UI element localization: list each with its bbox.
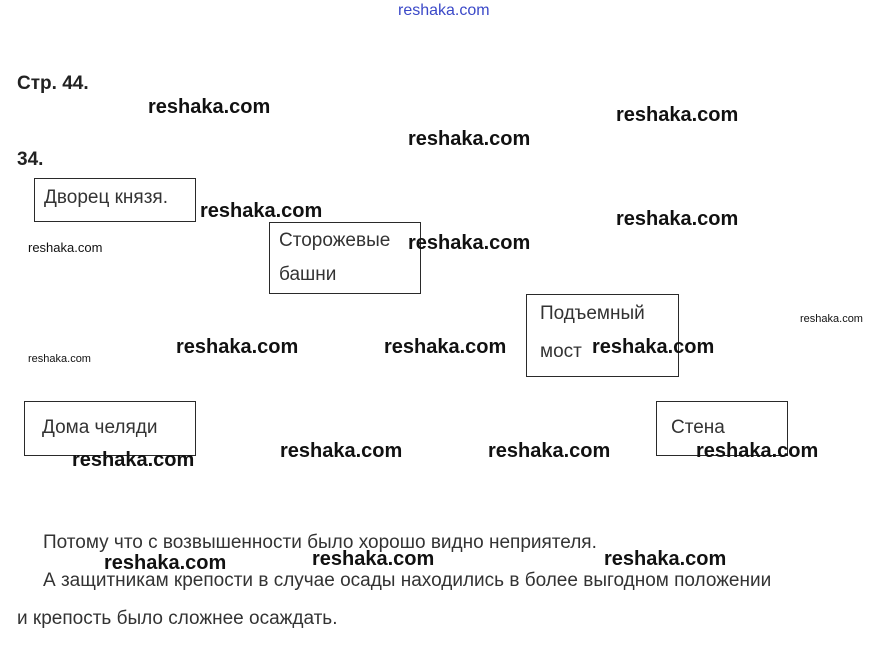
watermark: reshaka.com [72, 449, 195, 471]
watermark: reshaka.com [312, 548, 435, 570]
answer-line-1: Потому что с возвышенности было хорошо видно неприятеля. [43, 532, 597, 553]
site-link[interactable]: reshaka.com [398, 2, 490, 19]
answer-line-2: А защитникам крепости в случае осады находились в более выгодном положении [43, 570, 772, 591]
watermark: reshaka.com [616, 104, 739, 126]
page-label: Стр. 44. [17, 73, 89, 94]
watermark: reshaka.com [28, 353, 91, 365]
box-bridge-line1: Подъемный [540, 303, 645, 324]
watermark: reshaka.com [616, 208, 739, 230]
box-bridge-line2: мост [540, 341, 582, 362]
watermark: reshaka.com [488, 440, 611, 462]
task-number: 34. [17, 149, 44, 170]
watermark: reshaka.com [28, 240, 103, 255]
box-servants [24, 401, 196, 456]
box-palace-label: Дворец князя. [44, 187, 168, 208]
box-wall-label: Стена [671, 417, 725, 438]
watermark: reshaka.com [384, 336, 507, 358]
watermark: reshaka.com [280, 440, 403, 462]
box-palace [34, 178, 196, 222]
watermark: reshaka.com [408, 128, 531, 150]
watermark: reshaka.com [800, 313, 863, 325]
box-servants-label: Дома челяди [42, 417, 158, 438]
watermark: reshaka.com [604, 548, 727, 570]
watermark: reshaka.com [200, 200, 323, 222]
box-towers [269, 222, 421, 294]
watermark: reshaka.com [148, 96, 271, 118]
watermark: reshaka.com [696, 440, 819, 462]
answer-line-3: и крепость было сложнее осаждать. [17, 608, 338, 629]
box-towers-line2: башни [279, 264, 337, 285]
watermark: reshaka.com [592, 336, 715, 358]
watermark: reshaka.com [104, 552, 227, 574]
watermark: reshaka.com [408, 232, 531, 254]
box-towers-line1: Сторожевые [279, 230, 391, 251]
watermark: reshaka.com [176, 336, 299, 358]
